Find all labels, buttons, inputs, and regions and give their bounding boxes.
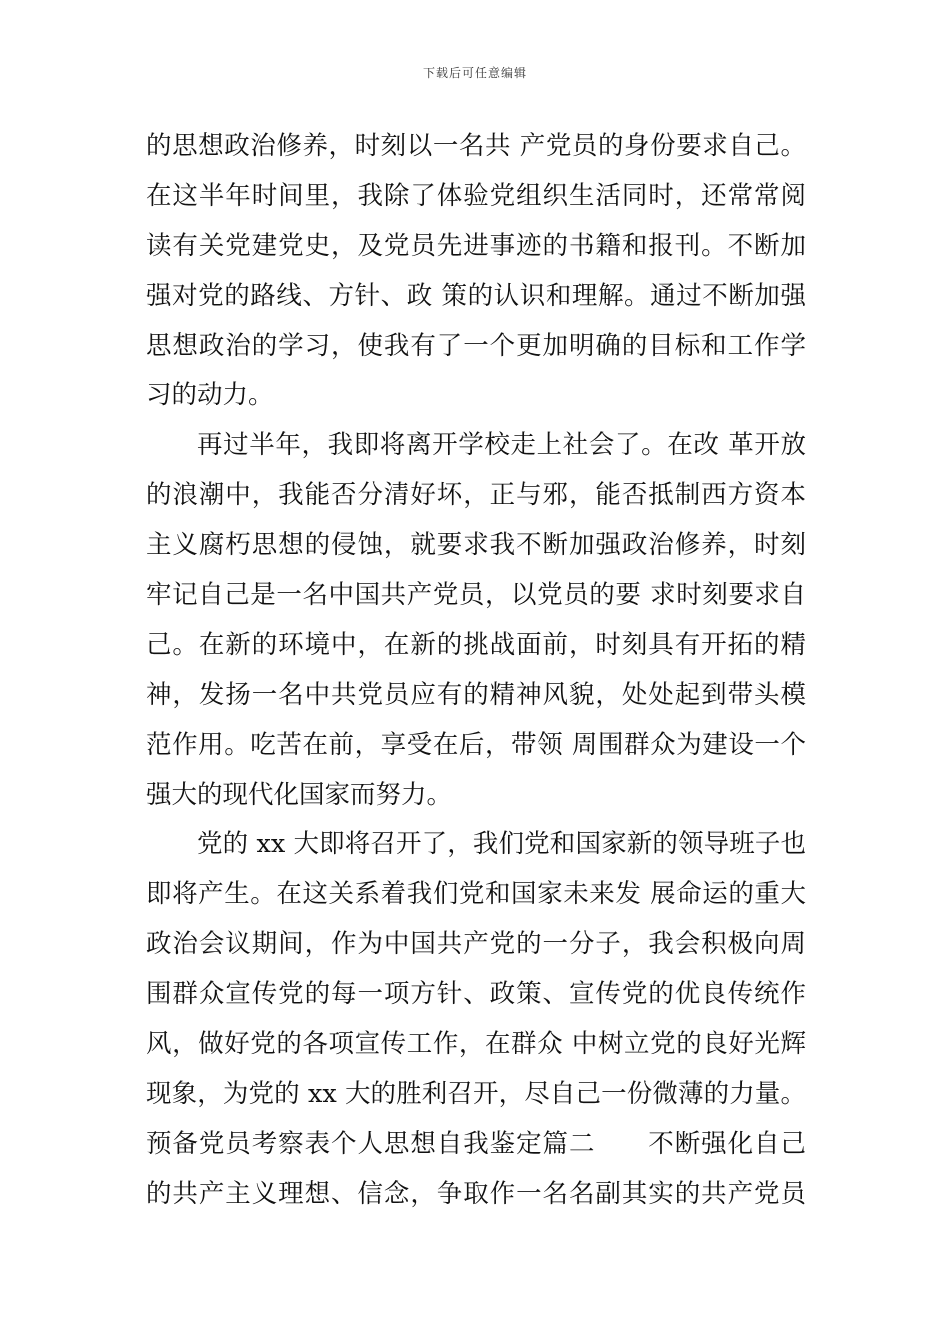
text-line: 牢记自己是一名中国共产党员，以党员的要 求时刻要求自 — [146, 580, 806, 611]
text-line: 读有关党建党史，及党员先进事迹的书籍和报刊。不断加 — [146, 230, 806, 261]
text-line: 即将产生。在这关系着我们党和国家未来发 展命运的重大 — [146, 879, 806, 910]
text-line: 思想政治的学习，使我有了一个更加明确的目标和工作学 — [146, 330, 806, 361]
document-body — [146, 122, 806, 1220]
text-line: 习的动力。 — [146, 380, 274, 411]
text-line: 风，做好党的各项宣传工作，在群众 中树立党的良好光辉 — [146, 1029, 806, 1060]
text-line: 预备党员考察表个人思想自我鉴定篇二 不断强化自己 — [146, 1128, 806, 1159]
text-line: 再过半年，我即将离开学校走上社会了。在改 革开放 — [197, 430, 806, 461]
text-line: 强大的现代化国家而努力。 — [146, 779, 453, 810]
text-line: 党的 xx 大即将召开了，我们党和国家新的领导班子也 — [197, 829, 806, 860]
text-line: 政治会议期间，作为中国共产党的一分子，我会积极向周 — [146, 929, 806, 960]
text-line: 己。在新的环境中，在新的挑战面前，时刻具有开拓的精 — [146, 629, 806, 660]
text-line: 范作用。吃苦在前，享受在后，带领 周围群众为建设一个 — [146, 729, 806, 760]
text-line: 在这半年时间里，我除了体验党组织生活同时，还常常阅 — [146, 180, 806, 211]
text-line: 现象，为党的 xx 大的胜利召开，尽自己一份微薄的力量。 — [146, 1078, 806, 1109]
text-line: 主义腐朽思想的侵蚀，就要求我不断加强政治修养，时刻 — [146, 530, 806, 561]
text-line: 围群众宣传党的每一项方针、政策、宣传党的优良传统作 — [146, 979, 806, 1010]
text-line: 的思想政治修养，时刻以一名共 产党员的身份要求自己。 — [146, 131, 806, 161]
text-line: 神，发扬一名中共党员应有的精神风貌，处处起到带头模 — [146, 679, 806, 710]
page-header: 下载后可任意编辑 — [422, 66, 527, 80]
text-line: 强对党的路线、方针、政 策的认识和理解。通过不断加强 — [146, 280, 806, 311]
text-line: 的共产主义理想、信念，争取作一名名副其实的共产党员 — [146, 1178, 806, 1209]
text-line: 的浪潮中，我能否分清好坏，正与邪，能否抵制西方资本 — [146, 480, 806, 511]
